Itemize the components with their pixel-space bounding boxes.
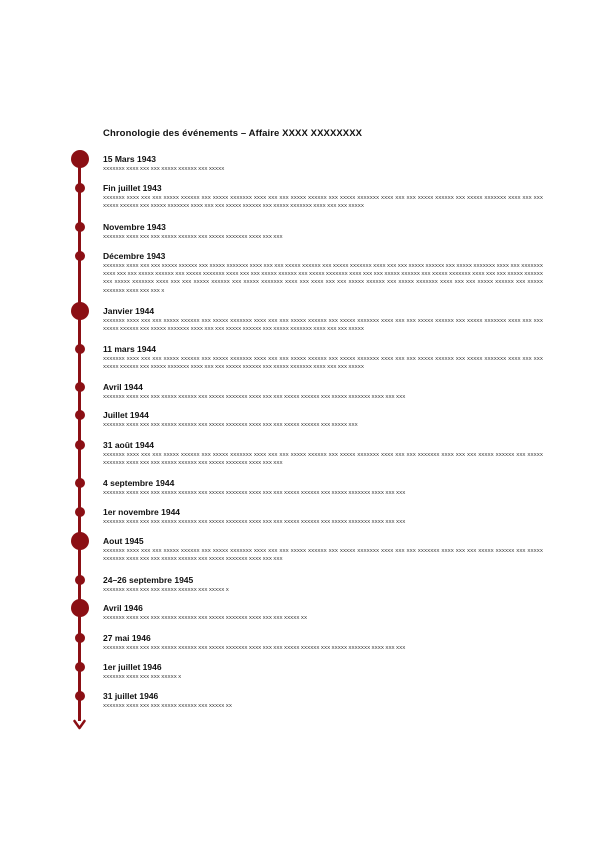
timeline-marker (75, 222, 85, 232)
timeline-marker (75, 344, 85, 354)
event-date: 31 août 1944 (103, 440, 155, 450)
timeline-event (103, 536, 543, 563)
event-description: XXXXXXX XXXX XXX XXX XXXXX XXXXXX XXX XXXXX XXXXXXX XXXX XXX XXX XXXXX XX (103, 615, 308, 620)
event-date: 4 septembre 1944 (103, 478, 175, 488)
event-date: Janvier 1944 (103, 306, 155, 316)
event-date: 1er juillet 1946 (103, 662, 162, 672)
event-date: Avril 1946 (103, 603, 143, 613)
timeline-event (103, 183, 543, 210)
timeline-event (103, 478, 543, 497)
page-title: Chronologie des événements – Affaire XXXX XXXXXXXX (103, 128, 363, 139)
event-date: 11 mars 1944 (103, 344, 156, 354)
timeline-marker (75, 251, 85, 261)
event-date: 31 juillet 1946 (103, 691, 159, 701)
event-date: Juillet 1944 (103, 410, 149, 420)
event-description: XXXXXXX XXXX XXX XXX XXXXX XXXXXX XXX XXXXX XXXXXXX XXXX XXX XXX XXXXX XXXXXX XXX XXXXX XXXXXXX XXXX XXX XXX (103, 394, 406, 399)
event-date: Aout 1945 (103, 536, 144, 546)
timeline-marker (75, 410, 85, 420)
event-description: XXXXXXX XXXX XXX XXX XXXXX XXXXXX XXX XXXXX X (103, 587, 229, 592)
event-date: Décembre 1943 (103, 251, 166, 261)
event-description: XXXXXXX XXXX XXX XXX XXXXX XXXXXX XXX XXXXX (103, 166, 225, 171)
timeline-marker (75, 440, 85, 450)
event-description: XXXXXXX XXXX XXX XXX XXXXX XXXXXX XXX XXXXX XXXXXXX XXXX XXX XXX XXXXX XXXXXX XXX XXXXX XXXXXXX XXXX XXX XXX XXXXX XXXXXX XXX XXXXX XXXXXXX XXXX XXX XXX XXXXX XXXXXX XXX XXXXX XXXXXXX XXXX XXX XXX XXXXX XXXXXX XXX XXXXX XXXXXXX XXXX XXX XXX XXXXX (103, 318, 543, 332)
timeline-event (103, 382, 543, 401)
timeline-event (103, 251, 543, 295)
timeline-marker (75, 691, 85, 701)
timeline-marker (75, 507, 85, 517)
event-date: 15 Mars 1943 (103, 154, 156, 164)
event-description: XXXXXXX XXXX XXX XXX XXXXX XXXXXX XXX XXXXX XXXXXXX XXXX XXX XXX XXXXX XXXXXX XXX XXXXX XXXXXXX XXXX XXX XXX XXXXXXX XXXX XXX XXX XXXXX XXXXXX XXX XXXXX XXXXXXX XXXX XXX XXX XXXXX XXXXXX XXX XXXXX XXXXXXX XXXX XXX XXX (103, 452, 543, 466)
timeline-marker (75, 633, 85, 643)
timeline-marker-large (71, 302, 89, 320)
event-description: XXXXXXX XXXX XXX XXX XXXXX X (103, 674, 182, 679)
event-date: Avril 1944 (103, 382, 143, 392)
timeline-event (103, 662, 543, 681)
event-description: XXXXXXX XXXX XXX XXX XXXXX XXXXXX XXX XXXXX XXXXXXX XXXX XXX XXX XXXXX XXXXXX XXX XXXXX XXXXXXX XXXX XXX XXX (103, 519, 406, 524)
event-description: XXXXXXX XXXX XXX XXX XXXXX XXXXXX XXX XXXXX XXXXXXX XXXX XXX XXX XXXXX XXXXXX XXX XXXXX XXXXXXX XXXX XXX XXX XXXXX XXXXXX XXX XXXXX XXXXXXX XXXX XXX XXX XXXXX XXXXXX XXX XXXXX XXXXXXX XXXX XXX XXX XXXXX XXXXXX XXX XXXXX XXXXXXX XXXX XXX XXX XXXXX (103, 356, 543, 370)
event-description: XXXXXXX XXXX XXX XXX XXXXX XXXXXX XXX XXXXX XXXXXXX XXXX XXX XXX XXXXX XXXXXX XXX XXXXX XXX (103, 422, 358, 427)
timeline-marker (75, 575, 85, 585)
timeline-event (103, 344, 543, 371)
timeline-event (103, 575, 543, 594)
timeline-event (103, 507, 543, 526)
timeline-marker (75, 382, 85, 392)
event-description: XXXXXXX XXXX XXX XXX XXXXX XXXXXX XXX XXXXX XXXXXXX XXXX XXX XXX XXXXX XXXXXX XXX XXXXX XXXXXXX XXXX XXX XXX (103, 645, 406, 650)
timeline-marker-large (71, 532, 89, 550)
timeline-arrow-icon (73, 718, 86, 731)
timeline-event (103, 691, 543, 710)
timeline-event (103, 410, 543, 429)
timeline-event (103, 603, 543, 622)
timeline-event (103, 306, 543, 333)
timeline-marker (75, 183, 85, 193)
event-date: Fin juillet 1943 (103, 183, 162, 193)
timeline-marker (75, 662, 85, 672)
timeline-event (103, 222, 543, 241)
event-description: XXXXXXX XXXX XXX XXX XXXXX XXXXXX XXX XXXXX XXXXXXX XXXX XXX XXX XXXXX XXXXXX XXX XXXXX XXXXXXX XXXX XXX XXX XXXXX XXXXXX XXX XXXXX XXXXXXX XXXX XXX XXXXXXX XXXX XXX XXX XXXXX XXXXXX XXX XXXXX XXXXXXX XXXX XXX XXX XXXXX XXXXXX XXX XXXXX XXXXXXX XXXX XXX XXX XXXXX XXXXXX XXX XXXXX XXXXXXX XXXX XXX XXX XXXXX XXXXXX XXX XXXXX XXXXXXX XXXX XXX XXX XXXXX XXXXXX XXX XXXXX XXXXXXX XXXX XXX XXXX XXX XXX XXXXX XXXXXX XXX XXXXX XXXXXXX XXXX XXX XXX XXXXX XXXXXX XXX XXXXX XXXXXXX XXXX XXX XXX X (103, 263, 543, 293)
event-date: Novembre 1943 (103, 222, 166, 232)
timeline-marker-large (71, 150, 89, 168)
timeline-event (103, 440, 543, 467)
event-date: 1er novembre 1944 (103, 507, 181, 517)
event-description: XXXXXXX XXXX XXX XXX XXXXX XXXXXX XXX XXXXX XXXXXXX XXXX XXX XXX XXXXX XXXXXX XXX XXXXX XXXXXXX XXXX XXX XXX XXXXXXX XXXX XXX XXX XXXXX XXXXXX XXX XXXXX XXXXXXX XXXX XXX XXX XXXXX XXXXXX XXX XXXXX XXXXXXX XXXX XXX XXX (103, 548, 543, 562)
timeline-marker-large (71, 599, 89, 617)
event-date: 27 mai 1946 (103, 633, 151, 643)
event-date: 24–26 septembre 1945 (103, 575, 194, 585)
timeline-event (103, 633, 543, 652)
event-description: XXXXXXX XXXX XXX XXX XXXXX XXXXXX XXX XXXXX XXXXXXX XXXX XXX XXX XXXXX XXXXXX XXX XXXXX XXXXXXX XXXX XXX XXX (103, 490, 406, 495)
timeline-marker (75, 478, 85, 488)
event-description: XXXXXXX XXXX XXX XXX XXXXX XXXXXX XXX XXXXX XXXXXXX XXXX XXX XXX (103, 234, 283, 239)
event-description: XXXXXXX XXXX XXX XXX XXXXX XXXXXX XXX XXXXX XX (103, 703, 232, 708)
timeline-event (103, 154, 543, 173)
event-description: XXXXXXX XXXX XXX XXX XXXXX XXXXXX XXX XXXXX XXXXXXX XXXX XXX XXX XXXXX XXXXXX XXX XXXXX XXXXXXX XXXX XXX XXX XXXXX XXXXXX XXX XXXXX XXXXXXX XXXX XXX XXX XXXXX XXXXXX XXX XXXXX XXXXXXX XXXX XXX XXX XXXXX XXXXXX XXX XXXXX XXXXXXX XXXX XXX XXX XXXXX (103, 195, 543, 209)
